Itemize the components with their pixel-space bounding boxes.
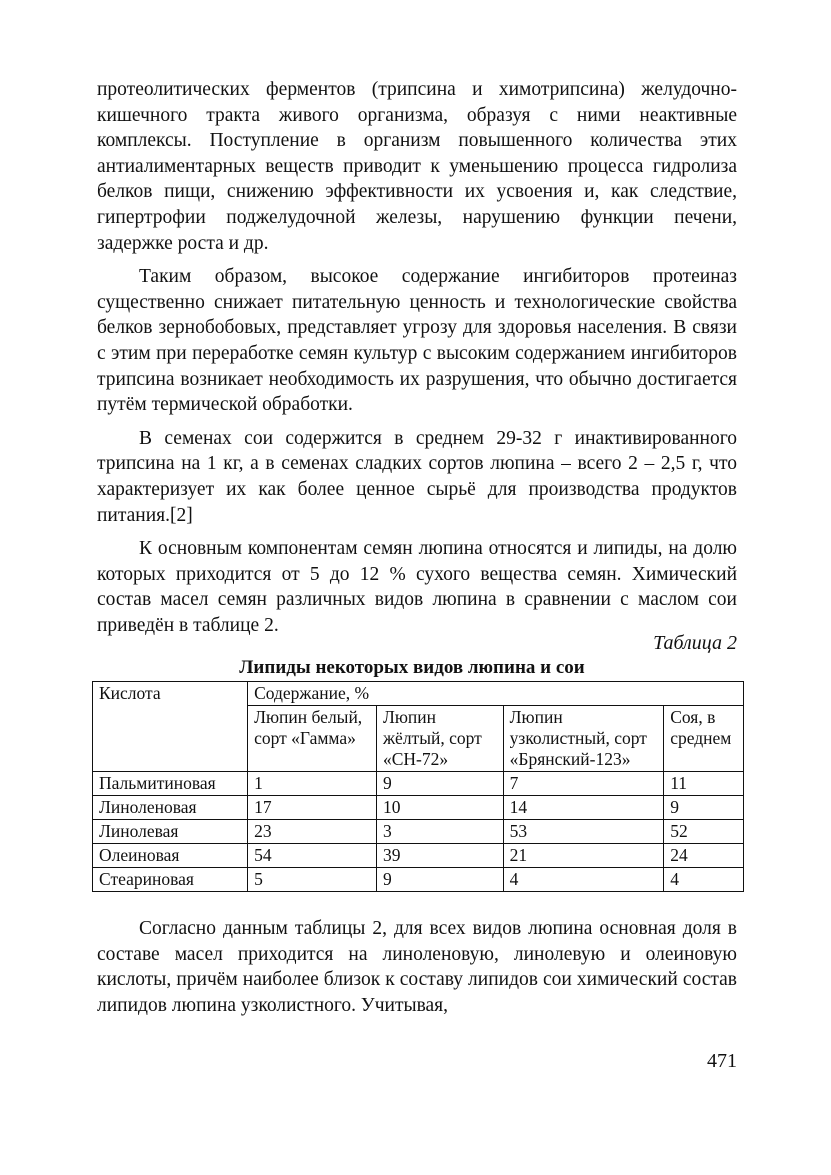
table-cell: 4 [664,868,744,892]
acid-name: Линолевая [93,820,248,844]
table-cell: 14 [503,796,664,820]
table-cell: 53 [503,820,664,844]
table-cell: 23 [248,820,377,844]
header-acid: Кислота [93,682,248,772]
table-row [93,796,744,820]
subheader-lupin-white: Люпин белый, сорт «Гамма» [248,706,377,772]
table-cell: 9 [376,868,503,892]
acid-name: Линоленовая [93,796,248,820]
table-header-row [93,682,744,706]
acid-name: Олеиновая [93,844,248,868]
table-cell: 7 [503,772,664,796]
subheader-soy: Соя, в среднем [664,706,744,772]
table-row [93,820,744,844]
table-cell: 1 [248,772,377,796]
subheader-lupin-narrow: Люпин узколистный, сорт «Брянский-123» [503,706,664,772]
header-content: Содержание, % [248,682,744,706]
paragraph-4: К основным компонентам семян люпина относятся и липиды, на долю которых приходится от 5 до 12 % сухого вещества семян. Химический состав масел семян различных видов люпина в сравнении с маслом сои приведён в таблице 2. [97,538,737,636]
acid-name: Стеариновая [93,868,248,892]
table-cell: 3 [376,820,503,844]
table-row [93,772,744,796]
paragraph-3: В семенах сои содержится в среднем 29-32 г инактивированного трипсина на 1 кг, а в семенах сладких сортов люпина – всего 2 – 2,5 г, что характеризует их как более ценное сырьё для производства продуктов питания.[2] [97,427,737,526]
table-cell: 52 [664,820,744,844]
body-text-top [97,77,737,646]
table-cell: 4 [503,868,664,892]
page-number: 471 [707,1050,737,1072]
acid-name: Пальмитиновая [93,772,248,796]
table-cell: 39 [376,844,503,868]
lipids-table [92,681,744,892]
table-cell: 21 [503,844,664,868]
table-caption: Таблица 2 [653,632,737,654]
table-cell: 54 [248,844,377,868]
table-cell: 10 [376,796,503,820]
subheader-lupin-yellow: Люпин жёлтый, сорт «СН-72» [376,706,503,772]
table-cell: 17 [248,796,377,820]
table-row [93,844,744,868]
paragraph-1: протеолитических ферментов (трипсина и химотрипсина) желудочно-кишечного тракта живого организма, образуя с ними неактивные комплексы. Поступление в организм повышенного количества этих антиалиментарных веществ приводит к уменьшению процесса гидролиза белков пищи, снижению эффективности их усвоения и, как следствие, гипертрофии поджелудочной железы, нарушению функции печени, задержке роста и др. [97,79,737,254]
table-cell: 11 [664,772,744,796]
paragraph-2: Таким образом, высокое содержание ингибиторов протеиназ существенно снижает питательную ценность и технологические свойства белков зернобобовых, представляет угрозу для здоровья населения. В связи с этим при переработке семян культур с высоким содержанием ингибиторов трипсина возникает необходимость их разрушения, что обычно достигается путём термической обработки. [97,266,737,416]
body-text-bottom [97,916,737,1026]
table-cell: 5 [248,868,377,892]
paragraph-5: Согласно данным таблицы 2, для всех видов люпина основная доля в составе масел приходится на линоленовую, линолевую и олеиновую кислоты, причём наиболее близок к составу липидов сои химический состав липидов люпина узколистного. Учитывая, [97,918,737,1016]
table-title: Липиды некоторых видов люпина и сои [239,657,585,678]
table-cell: 9 [664,796,744,820]
table-cell: 9 [376,772,503,796]
table-row [93,868,744,892]
table-cell: 24 [664,844,744,868]
